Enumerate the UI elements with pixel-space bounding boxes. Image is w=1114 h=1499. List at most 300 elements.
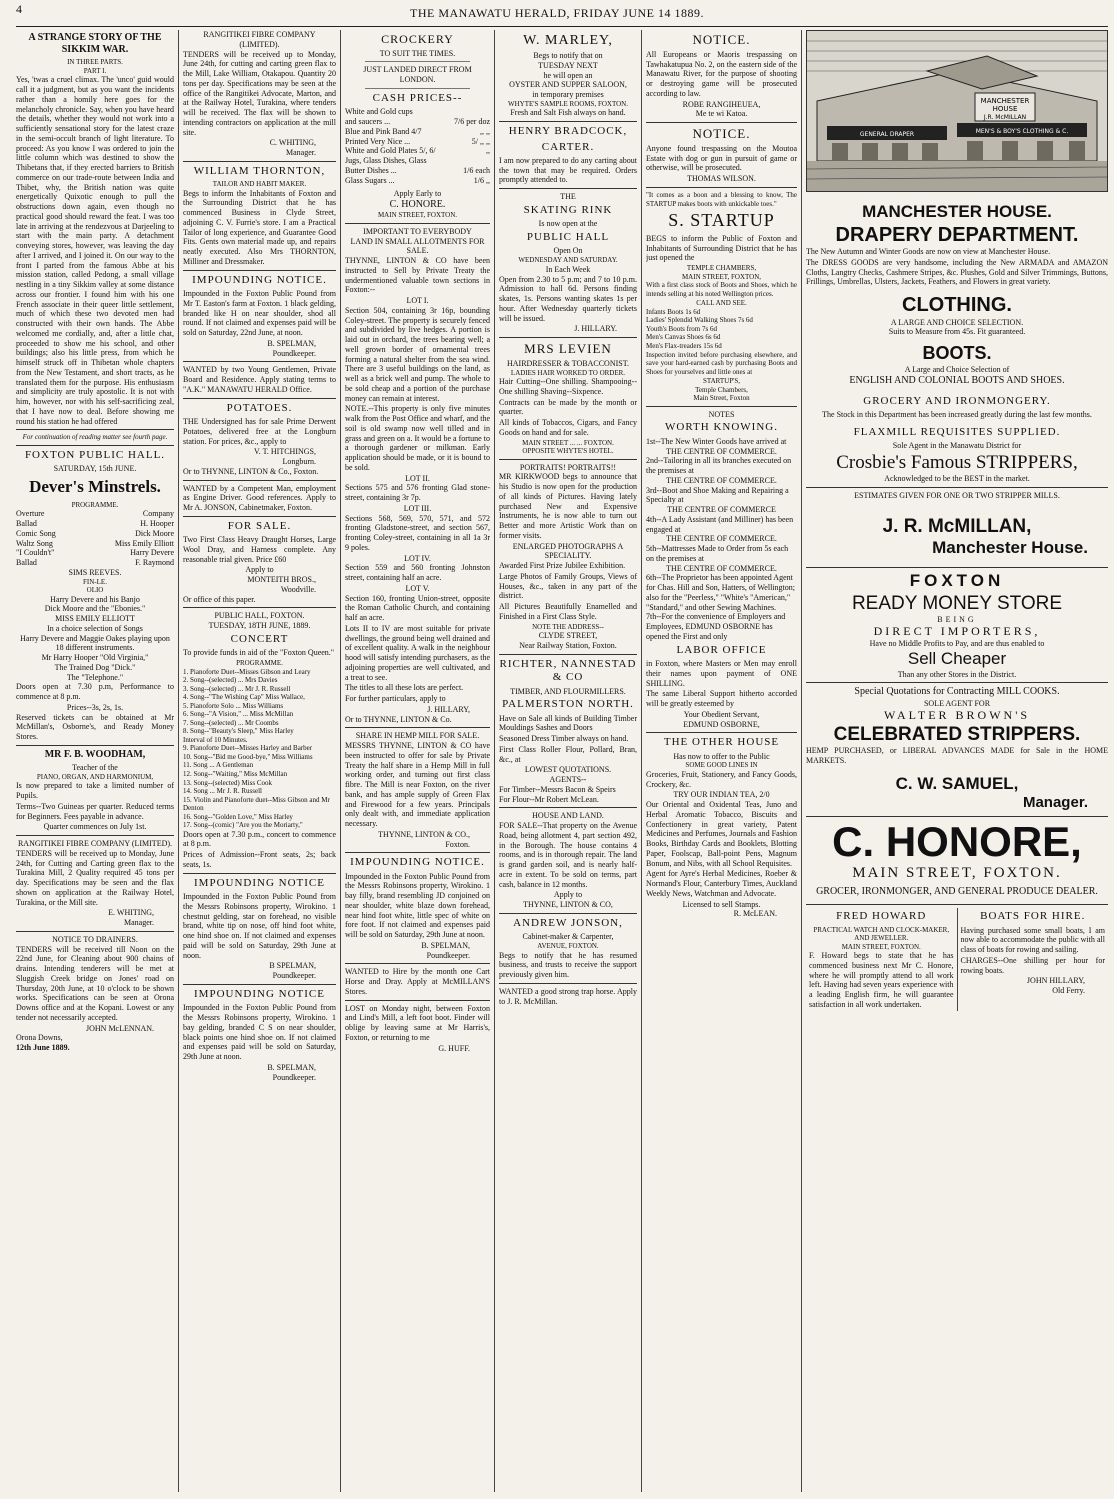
ad-text: The same Liberal Support hitherto accorded will be greatly esteemed by [646,689,797,709]
ad-line: Is now open at the [538,219,598,229]
column-divider [340,30,341,1492]
list-item: 1. Pianoforte Duet--Misses Gibson and Leary [183,667,311,676]
sign-text: J.R. McMILLAN [983,114,1027,121]
ad-line: Near Railway Station, Foxton. [519,641,617,650]
ad-heading: CARTER. [541,140,595,153]
list-item: Interval of 10 Minutes. [183,735,248,744]
ad-heading: THE OTHER HOUSE [663,736,780,749]
prog-line: SIMS REEVES. [68,567,122,577]
ad-signature: Poundkeeper. [272,971,316,981]
ad-signature: THYNNE, LINTON & CO, [523,900,613,910]
wanted-horse-ad: WANTED to Hire by the month one Cart Horse and Dray. Apply at McMILLAN'S Stores. [345,967,490,996]
ad-text: Sections 568, 569, 570, 571, and 572 fronting Gladstone-street, and section 567, fronting Coley-street, containing in all 1a 3r 9 poles. [345,513,490,552]
storefront-engraving [807,31,1107,191]
list-item: 1st--The New Winter Goods have arrived at [646,436,787,446]
wanted-board-ad: WANTED by two Young Gentlemen, Private Board and Residence. Apply stating terms to "A.K." MANAWATU HERALD Office. [183,365,336,394]
celebrated-strippers-title: CELEBRATED STRIPPERS. [833,723,1081,745]
story-headline: A STRANGE STORY OF THE SIKKIM WAR. [28,32,162,56]
for-sale-ad [183,520,336,605]
ad-subheading: TIMBER, AND FLOURMILLERS. [510,686,626,696]
ad-text: CHARGES--One shilling per hour for rowing boats. [960,955,1105,975]
other-house-ad [646,736,797,919]
column-4 [499,30,637,1492]
ad-text: Begs to notify that he has resumed business, and trusts to receive the support previously given him. [499,950,637,980]
ad-line: MAIN STREET ... ... FOXTON. [522,438,614,447]
ad-line: WEDNESDAY AND SATURDAY. [518,256,618,265]
ad-line: Your Obedient Servant, [683,709,760,719]
ad-signature: Poundkeeper. [426,950,470,960]
ad-text: BEGS to inform the Public of Foxton and Inhabitants of Surrounding District that he has just opened the [646,233,797,263]
ad-text: FOR SALE--That property on the Avenue Road, being allotment 4, part section 492, in the Borough. The house contains 4 rooms, and is in thorough repair. The land is grand garden soil, and is nearly half-acre in extent. To be sold on terms, part cash, balance in 12 months. [499,821,637,889]
ad-text: All Pictures Beautifully Enamelled and Finished in a First Class Style. [499,602,637,621]
column-1 [16,30,174,1492]
ad-line: Acknowledged to be the BEST in the market. [884,474,1030,484]
sign-text: GENERAL DRAPER [859,131,915,138]
ad-text: Inspection invited before purchasing elsewhere, and save your hard-earned cash by purchasing Boots and Shoes for yourselves and little ones at [646,350,797,376]
list-item: Men's Flax-treaders 15s 6d [646,342,722,351]
ad-text: in Foxton, where Masters or Men may enroll their names upon payment of ONE SHILLING. [646,659,797,688]
column-divider [494,30,495,1492]
header-rule [16,26,1108,27]
ad-line: Special Quotations for Contracting MILL COOKS. [854,686,1060,698]
ad-heading: CASH PRICES-- [372,91,463,104]
ad-signature: Temple Chambers, [695,385,748,394]
sign-text: MANCHESTER [980,97,1030,105]
column-3 [345,30,490,1492]
ad-heading: NOTICE. [692,32,751,47]
impounding-notice-4 [345,856,490,960]
marley-ad [499,32,637,118]
ad-text: Terms--Two Guineas per quarter. Reduced terms for Beginners. Fees payable in advance. [16,801,174,821]
ad-line: Suits to Measure from 45s. Fit guaranteed. [888,327,1026,337]
ad-text: Agent for Ayre's Herbal Medicines, Roeber & Normand's Flour, Canterbury Times, Auckland Weekly News, Watchman and Advocate. [646,869,797,898]
ad-line: Begs to notify that on [533,51,603,61]
prog-line: OLIO [86,586,104,595]
ad-line: Have no Middle Profits to Pay, and are thus enabled to [869,639,1045,649]
ad-line: PIANO, ORGAN, AND HARMONIUM, [36,772,154,781]
price-list [646,308,797,351]
ad-text: Have on Sale all kinds of Building Timber Mouldings Sashes and Doors [499,713,637,733]
ad-line: THE [560,192,576,202]
wanted-engine-ad: WANTED by a Competent Man, employment as Engine Driver. Good references. Apply to Mr A. JONSON, Cabinetmaker, Foxton. [183,483,336,512]
ad-text: All kinds of Tobaccos, Cigars, and Fancy Goods on hand and for sale. [499,418,637,437]
ad-line: Open On [553,246,583,256]
ad-heading: PUBLIC HALL, FOXTON. [214,611,305,621]
samuel-title: Manager. [1022,794,1088,812]
ad-signature: C. WHITING, [269,138,316,148]
ad-heading: NOTICE TO DRAINERS. [52,934,138,944]
impounding-notice-1 [183,274,336,359]
list-item: 16. Song--"Golden Love," Miss Harley [183,812,293,821]
ad-line: PRACTICAL WATCH AND CLOCK-MAKER, AND JEWELLER. [813,925,950,943]
prog-line: FIN-LE. [83,577,107,586]
ad-line: A Large and Choice Selection of [904,364,1010,374]
ad-line: CALL AND SEE. [696,299,747,308]
honore-address: MAIN STREET, FOXTON. [852,864,1062,881]
ad-text: Begs to inform the Inhabitants of Foxton and the Surrounding District that he has commenced Business in Clyde Street, adjoining C. V. Furrie's store. I am a Practical Tailor of long experience, and Guarantee Good Fits. Gents own material made up, and repairs neatly executed. Also Mrs THORNTON, Milliner and Dressmaker. [183,188,336,266]
list-item: Ballad F. Raymond [16,558,174,568]
prog-line: MISS EMILY ELLIOTT [55,614,135,624]
ad-heading: LAND IN SMALL ALLOTMENTS FOR SALE. [350,236,485,256]
list-item: 10. Song--"Bid me Good-bye," Miss Williams [183,752,313,761]
ad-line: Than any other Stores in the District. [897,669,1017,679]
ad-heading: PUBLIC HALL [526,231,610,244]
prog-line: The Trained Dog "Dick." [54,662,136,672]
list-item: 3. Song--(selected) ... Mr J. R. Russell [183,684,291,693]
ad-date: TUESDAY, 18TH JUNE, 1889. [208,621,311,631]
ad-heading: NOTES [708,409,735,419]
ad-signature: J. HILLARY. [574,324,617,334]
list-item: Comic Song Dick Moore [16,528,174,538]
ad-text: Two First Class Heavy Draught Horses, Large Wool Dray, and Harness complete. Any reasonable trial given. Price £60 [183,535,336,564]
story-text: Yes, 'twas a cruel climax. The 'unco' guid would call it a judgment, but as you want the incidents rather than a homily here goes for the melancholy chronicle. Say, when you have heard the details, whether they would not work into a sufficiently sensational story for the latest craze in the semi-occult branch of light literature. To proceed: As you know I was ordered to join the little column which was destined to show the Thibetans that, if they erected barriers to British commerce on our trade-route between India and Thibet, why, the British nation was quite energetically Quixotic enough to pull the obstructions down again, even though no practical good should reward the feat. I was too late in arriving at the rendezvous at Darjeeling to start with the main party. A detachment conveying stores, however, was leaving the day after I arrived, and I joined it. On our way to the front I parted from the famous Abbe at his mission station, called Pedong, a small village nestling in a tiny Sikkim valley at some distance across our frontier. I found him with his one French associate in their queer little settlement, much of which these two devoted men had constructed with their own hands. The Abbe welcomed me cordially, and, after a little chat, proceeded to show me his school, and other buildings; also his little press, from which he himself struck off in Thibetan whole chapters from the New Testament, and short tracts, as he translated them for the purpose. His enthusiasm and simplicity are truly apostolic. It is not with him, however, nor with his self-sacrificing zeal, that I have now to deal. Before showing me round his station he had offered [16,75,174,426]
troupe-name: Dever's Minstrels. [29,477,161,497]
mcmillan-place: Manchester House. [932,538,1088,558]
list-item: 12. Song--"Waiting," Miss McMillan [183,769,288,778]
list-item: 15. Violin and Pianoforte duet--Miss Gibson and Mr Denton [183,795,330,813]
reserved-tickets: Reserved tickets can be obtained at Mr McMillan's, Osborne's, and Ready Money Stores. [16,712,174,742]
ad-text: Impounded in the Foxton Public Pound from the Messrs Robinsons property, Wirokino. 1 chestnut gelding, star on forehead, no visible brand, white tip on nose, off hind foot white, one hind shoe on. If not claimed and expenses paid will be sold on Saturday, 29th June at noon. [183,892,336,960]
ad-heading: SHARE IN HEMP MILL FOR SALE. [355,731,480,741]
howard-ad [806,908,958,1011]
jonson-ad [499,917,637,980]
mcmillan-name: J. R. McMILLAN, [882,515,1032,537]
ad-signature: Poundkeeper. [272,1072,316,1082]
prog-line: In a choice selection of Songs [47,623,143,633]
drainers-notice [16,935,174,1053]
list-item: Glass Sugars ... 1/6 ,, [345,175,490,185]
walter-brown-title: WALTER BROWN'S [883,708,1031,723]
list-item: 6. Song--"A Vision," ... Miss McMillan [183,710,294,719]
ad-line: TRY OUR INDIAN TEA, 2/0 [673,790,770,800]
trespass-notice-2 [646,126,797,184]
ad-signature: Old Ferry. [1052,986,1085,996]
drapery-title: DRAPERY DEPARTMENT. [835,223,1079,246]
ad-heading: IMPOUNDING NOTICE [194,987,325,1000]
ad-heading: PALMERSTON NORTH. [502,698,634,711]
list-item: and saucers ... 7/6 per doz [345,117,490,127]
ad-line: MAIN STREET, FOXTON. [841,942,921,951]
ad-line: For Flour--Mr Robert McLean. [499,794,599,804]
column-5 [646,30,797,1492]
ad-heading: RANGITIKEI FIBRE COMPANY (LIMITED). [17,839,173,849]
ad-subheading: HAIRDRESSER & TOBACCONIST. [506,358,630,368]
ad-heading: IMPOUNDING NOTICE [194,876,325,889]
list-item: Infants Boots 1s 6d [646,307,701,316]
boots-title: BOOTS. [922,343,992,364]
ad-line: Quarter commences on July 1st. [43,822,147,832]
ad-line: Apply to [553,890,583,900]
ad-text: The titles to all these lots are perfect. [345,683,464,693]
lot-heading: LOT I. [406,296,429,305]
ad-heading: BOATS FOR HIRE. [980,910,1086,923]
ad-heading: IMPOUNDING NOTICE. [192,273,327,286]
ready-money-title: READY MONEY STORE [851,592,1063,614]
fibre-company-ad-2 [16,839,174,928]
list-item: White and Gold Plates 5/, 6/ ,, [345,146,490,156]
ad-text: Seasoned Dress Timber always on hand. [499,734,629,744]
ad-text: To provide funds in aid of the "Foxton Queen." [183,648,335,658]
ad-text: THE Undersigned has for sale Prime Derwent Potatoes, delivered free at the Longburn station. For prices, &c., apply to [183,417,336,446]
list-item: White and Gold cups [345,107,413,117]
sikkim-story [16,32,174,442]
ad-signature: C. HONORE. [389,199,446,211]
ad-text: Impounded in the Foxton Public Pound from the Messrs Robinsons property, Wirokino. 1 bay gelding, branded C S on near shoulder, black points one hind shoe on. If not claimed and expenses paid will be sold on Saturday, 29th June at noon. [183,1003,336,1061]
lost-boot-ad: LOST on Monday night, between Foxton and Lind's Mill, a left foot boot. Finder will oblige by leaving same at Mr Harris's, Foxton, or returning to me [345,1003,490,1042]
ad-text: Section 559 and 560 fronting Johnston street, containing half an acre. [345,563,490,582]
ad-text: F. Howard begs to state that he has commenced business next Mr C. Honore, where he will promptly attend to all work left. Having had seven years experience with a leading English firm, he will guarantee satisfaction in all work undertaken. [809,951,954,1009]
importers-title: DIRECT IMPORTERS, [873,624,1041,639]
ad-heading: RICHTER, NANNESTAD & CO [499,657,637,684]
ad-text: Awarded First Prize Jubilee Exhibition. [499,561,626,571]
ad-line: Fresh and Salt Fish always on hand. [510,108,626,118]
ad-heading: CONCERT [230,632,289,645]
ad-line: Apply to [245,565,274,575]
ad-line: he will open an [543,70,593,80]
hall-title: FOXTON PUBLIC HALL. [24,448,166,461]
column-divider [178,30,179,1492]
ad-heading: FOR SALE. [227,519,292,532]
wanted-trap-horse-ad: WANTED a good strong trap horse. Apply to J. R. McMillan. [499,986,637,1006]
ad-line: Licensed to sell Stamps. [682,899,761,909]
ad-text: Our Oriental and Oxidental Teas, Juno and Herbal Aromatic Tobacco, Biscuits and Confectionery in great variety, Patent Medicines and Perfumes, Journals and Fashion Books, Birthday Cards and Booklets, Blotting Paper, Foolscap, Ball-point Pens, Magnum Bonum, and Nibs, with all School Requisites. [646,800,797,868]
list-item: Waltz Song Miss Emily Elliott [16,538,174,548]
ad-line: OYSTER AND SUPPER SALOON, [509,80,627,90]
ad-signature: STARTUP'S, [702,377,741,386]
ad-line: LOWEST QUOTATIONS. [524,765,612,775]
ad-line: Or office of this paper. [183,594,256,604]
ad-line: SOLE AGENT FOR [923,698,991,708]
ad-line: TEMPLE CHAMBERS, [686,264,757,273]
manchester-house-illustration [806,30,1108,192]
list-item: 6th--The Proprietor has been appointed Agent for Chas. Hill and Son, Hatters, of Wellington; also for the "Peerless," "White's "American," "Standard," and other Sewing Machines. [646,573,795,612]
ad-heading: HENRY BRADCOCK, [508,125,628,138]
column-divider [641,30,642,1492]
column-divider [801,30,802,1492]
ad-signature: B. SPELMAN, [421,940,470,950]
list-item: 9. Pianoforte Duet--Misses Harley and Barber [183,744,313,753]
list-item: "I Couldn't" Harry Devere [16,548,174,558]
ad-text: MR KIRKWOOD begs to announce that his Studio is now open for the production of all kinds of Pictures. Having lately purchased New and Expensive Instruments, he is now able to turn out Better and more Artistic Work than on former visits. [499,472,637,540]
skating-rink-ad [499,192,637,334]
ad-text: HEMP PURCHASED, or LIBERAL ADVANCES MADE for Sale in the HOME MARKETS. [806,746,1108,765]
ad-signature: JOHN HILLARY, [1026,976,1085,986]
ad-line: ENGLISH AND COLONIAL BOOTS AND SHOES. [849,374,1065,386]
lot-heading: LOT II. [405,473,430,483]
list-item: THE CENTRE OF COMMERCE [667,505,776,515]
ad-text: Or to THYNNE, LINTON & Co., Foxton. [183,466,319,476]
ad-line: CLYDE STREET, [538,631,598,641]
ad-signature: B SPELMAN, [269,961,316,971]
ad-line: BEING [937,614,977,624]
ad-line: LADIES HAIR WORKED TO ORDER. [510,368,626,377]
ad-signature: Me te wi Katoa. [695,109,748,119]
ad-text: THYNNE, LINTON & CO have been instructed to Sell by Private Treaty the undermentioned valuable town sections in Foxton:-- [345,256,490,295]
ad-text: Contracts can be made by the month or quarter. [499,397,637,417]
ad-line: Has now to offer to the Public [673,751,770,761]
list-item: 7. Song--(selected) ... Mr Coombs [183,718,279,727]
flaxmill-title: FLAXMILL REQUISITES SUPPLIED. [853,426,1061,439]
programme-list [16,509,174,568]
thornton-ad [183,165,336,267]
clothing-title: CLOTHING. [902,294,1012,317]
list-item: 2. Song--(selected) ... Mrs Davies [183,676,278,685]
masthead [0,0,1114,22]
prices: Prices--3s, 2s, 1s. [66,702,124,712]
startup-ad [646,191,797,403]
ad-heading: ANDREW JONSON, [513,916,623,929]
fibre-company-ad-1 [183,30,336,158]
ad-signature: ROBE RANGIHEUEA, [682,99,761,109]
impounding-notice-3 [183,988,336,1082]
allotments-ad [345,227,490,725]
ad-text: Section 504, containing 3r 16p, bounding Coley-street. The property is securely fenced and subdivided by live hedges. A portion is laid out in orchard, the trees bearing well; a well grown border of ornamental trees forming a natural shelter from the sea wind. There are 3 useful buildings on the land, as well as a brick well and pump. The whole to be sold cheap and a portion of the purchase money can remain at interest. [345,305,490,403]
ad-text: The New Autumn and Winter Goods are now on view at Manchester House. [806,247,1051,257]
ad-text: Groceries, Fruit, Stationery, and Fancy Goods, Crockery, &c. [646,769,797,789]
ad-text: With a first class stock of Boots and Shoes, which he intends selling at his noted Wellington prices. [646,281,797,298]
ad-heading: IMPOUNDING NOTICE. [350,856,485,869]
list-item: THE CENTRE OF COMMERCE. [666,475,777,485]
list-item: Youth's Boots from 7s 6d [646,324,717,333]
sign-text: HOUSE [992,105,1018,113]
ad-heading: W. MARLEY, [523,33,613,48]
ad-text: Or to THYNNE, LINTON & Co. [345,714,452,724]
ad-name: MR F. B. WOODHAM, [44,748,146,760]
ad-text: Is now prepared to take a limited number of Pupils. [16,781,174,801]
ad-line: WHYTE'S SAMPLE ROOMS, FOXTON. [508,99,628,108]
levien-ad [499,341,637,456]
list-item: THE CENTRE OF COMMERCE. [666,534,777,544]
prog-line: Harry Devere and his Banjo [50,594,140,604]
potatoes-ad [183,402,336,477]
prog-line: Harry Devere and Maggie Oakes playing upon 18 different instruments. [20,633,170,653]
ad-line: AGENTS-- [549,775,587,785]
portraits-ad [499,463,637,651]
hemp-mill-ad [345,731,490,849]
ad-signature: Longburn. [282,457,316,466]
ad-line: For Timber--Messrs Bacon & Speirs [499,784,616,794]
list-item: Overture Company [16,509,174,519]
minstrels-ad [16,449,174,742]
ad-date: 12th June 1889. [16,1043,70,1053]
ad-text: I am now prepared to do any carting about the town that may be required. Orders promptly attended to. [499,155,637,185]
ad-text: TENDERS will be received up to Monday, June 24th, for Cutting and Carting green flax to the Turakina Mill, 2 Quality required 45 tons per day. Specifications may be seen and the flax shown on application at the Railway Hotel, Turakina, or the Mill site. [16,848,174,907]
doors-open: Doors open at 7.30 p.m, Performance to commence at 8 p.m. [16,682,174,702]
ad-line: A LARGE AND CHOICE SELECTION. [890,317,1024,327]
ad-heading: HOUSE AND LAND. [532,811,604,821]
ad-signature: V. T. HITCHINGS, [253,447,316,457]
list-item: 14. Song ... Mr J. R. Russell [183,787,262,796]
ad-text: Anyone found trespassing on the Moutoa Estate with dog or gun in pursuit of game or otherwise, will be prosecuted. [646,143,797,173]
programme-heading: PROGRAMME. [236,659,283,668]
foxton-title: FOXTON [909,570,1005,590]
ad-text: Doors open at 7.30 p.m., concert to commence at 8 p.m. [183,829,336,849]
ad-text: Large Photos of Family Groups, Views of Houses, &c., taken in any part of the district. [499,571,637,601]
ad-text: MESSRS THYNNE, LINTON & CO have been instructed to offer for sale by Private Treaty the half share in a Hemp Mill in full working order, and turning out first class fibre. The Mill is near Foxton, on the river bank, and has ample supply of Green Flax and Firewood for a few years. Principals only dealt with, and immediate application necessary. [345,741,490,828]
boats-ad [958,908,1109,1011]
ad-heading: FRED HOWARD [836,910,927,923]
ad-heading: MRS LEVIEN [524,341,612,357]
crockery-ad [345,32,490,220]
honore-name: C. HONORE, [832,817,1082,865]
ad-signature: Foxton. [445,839,470,849]
ad-line: Apply Early to [393,189,442,199]
list-item: THE CENTRE OF COMMERCE. [666,446,777,456]
ad-signature: E. WHITING, [108,908,154,918]
sign-text: MEN'S & BOY'S CLOTHING & C. [975,128,1069,135]
ad-signature: JOHN McLENNAN. [86,1023,154,1033]
ad-line: ESTIMATES GIVEN FOR ONE OR TWO STRIPPER MILLS. [854,491,1060,501]
ad-heading: IMPORTANT TO EVERYBODY [363,226,472,236]
price-list [345,107,490,185]
list-item: Jugs, Glass Dishes, Glass [345,156,427,166]
ad-signature: THOMAS WILSON. [687,174,756,184]
ad-heading: CROCKERY [381,32,454,46]
impounding-notice-2 [183,877,336,981]
ad-line: JUST LANDED DIRECT FROM LONDON. [363,65,472,85]
ad-line: MAIN STREET, FOXTON. [377,211,458,220]
ad-heading: S. STARTUP [668,210,775,231]
list-item: Butter Dishes ... 1/6 each [345,165,490,175]
ad-line: TUESDAY NEXT [538,60,598,70]
ad-line: Teacher of the [72,763,118,773]
woodham-ad [16,749,174,832]
prog-line: The "Telephone." [66,672,124,682]
ad-line: NOTE THE ADDRESS-- [532,622,604,631]
manchester-house-title: MANCHESTER HOUSE. [862,202,1052,221]
ad-line: GROCER, IRONMONGER, AND GENERAL PRODUCE DEALER. [816,885,1098,897]
story-continuation: For continuation of reading matter see fourth page. [22,433,168,442]
ad-signature: Manager. [124,918,154,928]
ad-signature: B. SPELMAN, [267,1062,316,1072]
ad-text: Prices of Admission--Front seats, 2s; back seats, 1s. [183,850,336,869]
ad-heading: RANGITIKEI FIBRE COMPANY (LIMITED). [203,30,316,49]
ad-text: For further particulars, apply to [345,694,446,703]
notes-worth-knowing [646,410,797,730]
ad-subheading: TAILOR AND HABIT MAKER. [212,180,307,189]
samuel-name: C. W. SAMUEL, [895,773,1019,793]
list-item: THE CENTRE OF COMMERCE. [666,563,777,573]
story-part: PART I. [83,66,107,75]
strippers-title: Crosbie's Famous STRIPPERS, [836,452,1078,474]
list-item: 17. Song--(comic) "Are you the Moriarty," [183,821,303,830]
trespass-notice-1 [646,32,797,119]
list-item: Ballad H. Hooper [16,519,174,529]
ad-heading: SKATING RINK [523,203,613,216]
ad-heading: POTATOES. [226,401,293,414]
ad-line: The Stock in this Department has been increased greatly during the last few months. [822,410,1092,420]
ad-line: TO SUIT THE TIMES. [379,48,456,58]
ad-text: Hair Cutting--One shilling. Shampooing--One shilling Shaving--Sixpence. [499,377,637,396]
list-item: 2nd--Tailoring in all its branches executed on the premises at [646,456,792,476]
ad-text: NOTE.--This property is only five minutes walk from the Post Office and wharf, and the soil is old swamp now well tilled and in grass and green on a. It would be a fortune to a thorough gardener or milkman. Early application should be made, or it is bound to be sold. [345,404,490,472]
page-number: 4 [16,2,22,16]
ad-heading: NOTICE. [692,126,751,142]
ad-line: in temporary premises [532,90,604,100]
ad-line: SOME GOOD LINES IN [685,761,758,770]
ad-signature: THYNNE, LINTON & CO., [378,829,470,839]
newspaper-title: THE MANAWATU HERALD, FRIDAY JUNE 14 1889. [410,6,704,20]
list-item: 8. Song--"Beauty's Sleep," Miss Harley [183,727,294,736]
ad-text: Sections 575 and 576 fronting Glad stone-street, containing 3r 7p. [345,483,490,502]
sell-cheaper-title: Sell Cheaper [907,648,1007,668]
list-item: 11. Song ... A Gentleman [183,761,254,770]
ad-line: In Each Week [545,264,591,274]
ad-signature: Poundkeeper. [272,348,316,358]
ad-signature: EDMUND OSBORNE, [683,719,760,729]
ad-line: AVENUE, FOXTON. [537,942,599,951]
list-item: Men's Canvas Shoes 6s 6d [646,333,721,342]
